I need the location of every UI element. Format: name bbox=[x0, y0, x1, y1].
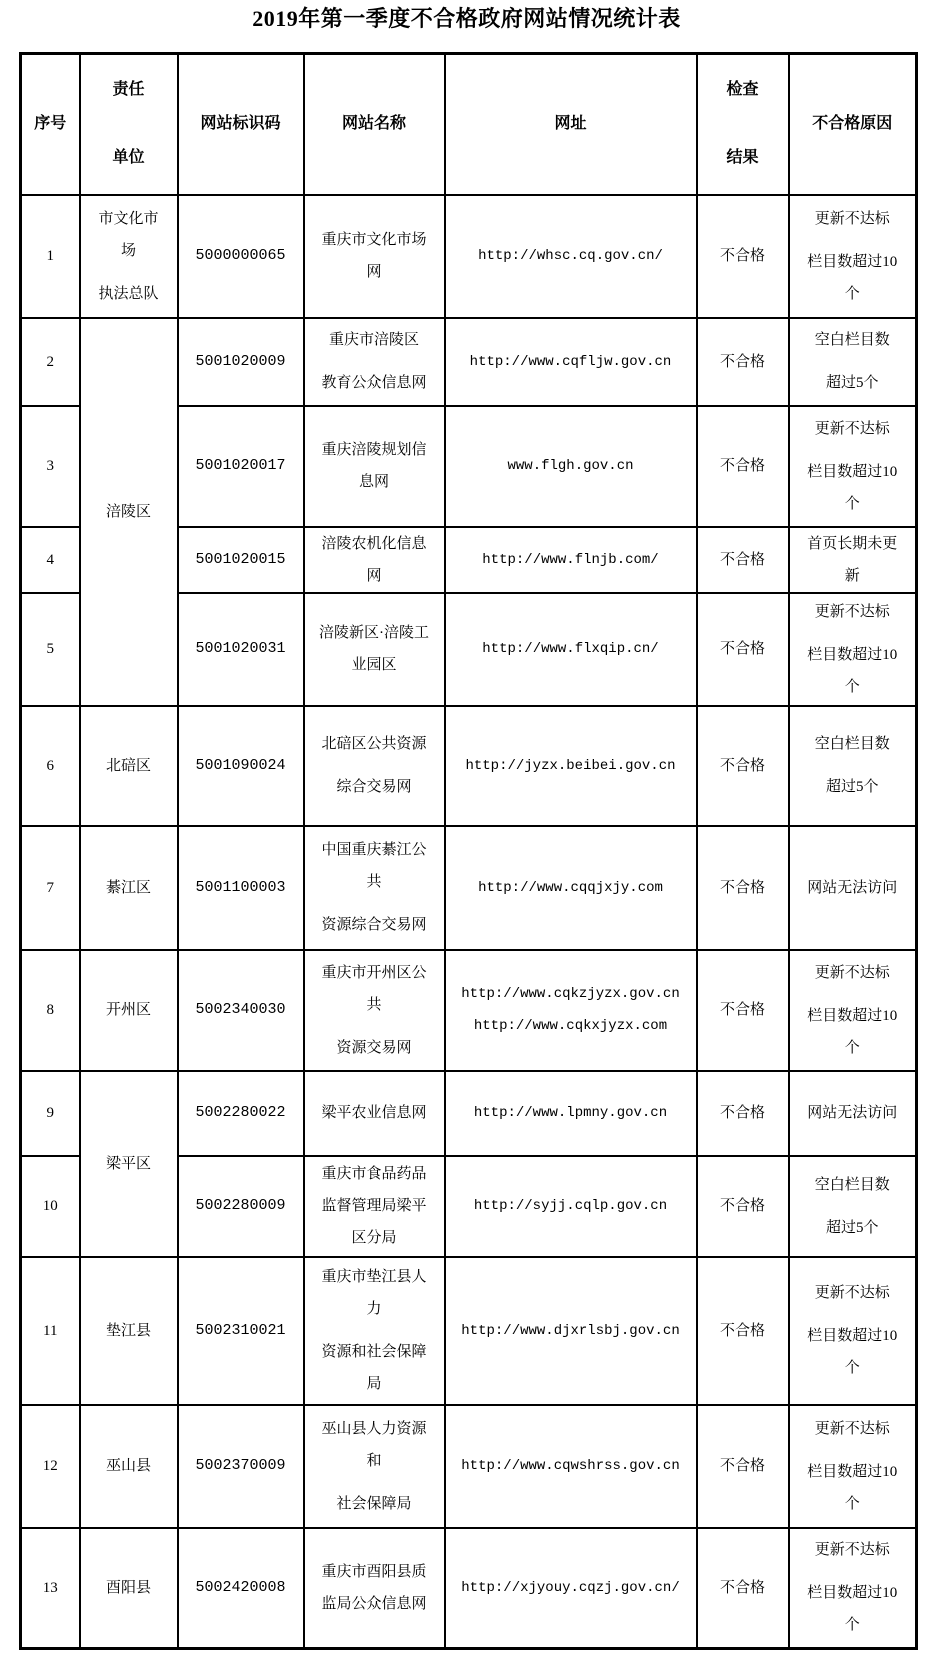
cell-reason bbox=[789, 1156, 917, 1257]
text-line: 网站无法访问 bbox=[807, 879, 898, 896]
cell-result bbox=[697, 1405, 789, 1528]
text-line: 综合交易网 bbox=[336, 779, 412, 795]
text-line: http://whsc.cq.gov.cn/ bbox=[478, 248, 663, 264]
col-header-serial bbox=[21, 54, 80, 195]
cell-name bbox=[304, 826, 445, 950]
cell-name bbox=[304, 1156, 445, 1257]
text-line: 更新不达标 bbox=[814, 210, 890, 227]
cell-serial bbox=[21, 1528, 80, 1649]
table-body bbox=[21, 195, 917, 1649]
cell-reason bbox=[789, 1405, 917, 1528]
text-line: 5001090024 bbox=[195, 756, 286, 774]
text-line: 更新不达标 bbox=[814, 1420, 890, 1437]
cell-reason bbox=[789, 706, 917, 826]
cell-result bbox=[697, 706, 789, 826]
cell-code bbox=[178, 1071, 304, 1156]
text-line: 序号 bbox=[34, 115, 67, 133]
cell-name bbox=[304, 1528, 445, 1649]
text-line: 重庆市食品药品监督管理局梁平区分局 bbox=[321, 1166, 427, 1246]
text-line: 教育公众信息网 bbox=[321, 375, 427, 391]
cell-serial bbox=[21, 195, 80, 318]
cell-result bbox=[697, 950, 789, 1071]
text-line: 空白栏目数 bbox=[814, 332, 890, 348]
cell-serial bbox=[21, 1156, 80, 1257]
cell-result bbox=[697, 527, 789, 593]
cell-unit bbox=[80, 1528, 178, 1649]
cell-unit bbox=[80, 706, 178, 826]
cell-reason bbox=[789, 593, 917, 706]
cell-result bbox=[697, 1071, 789, 1156]
text-line: 栏目数超过10个 bbox=[807, 646, 898, 695]
text-line: 更新不达标 bbox=[814, 1542, 890, 1559]
text-line: 綦江区 bbox=[105, 879, 151, 896]
text-line: 栏目数超过10个 bbox=[807, 1007, 898, 1056]
text-line: http://www.djxrlsbj.gov.cn bbox=[461, 1322, 680, 1339]
text-line: 结果 bbox=[726, 149, 759, 167]
text-line: 不合格 bbox=[719, 353, 765, 370]
text-line: 北碚区公共资源 bbox=[321, 736, 427, 752]
cell-name bbox=[304, 593, 445, 706]
cell-reason bbox=[789, 826, 917, 950]
cell-reason bbox=[789, 1528, 917, 1649]
text-line: 网站标识码 bbox=[200, 115, 281, 133]
text-line: 巫山县人力资源和 bbox=[321, 1420, 427, 1469]
text-line: 社会保障局 bbox=[336, 1495, 412, 1512]
text-line: 不合格 bbox=[719, 248, 765, 264]
text-line: http://www.lpmny.gov.cn bbox=[473, 1105, 668, 1121]
cell-code bbox=[178, 1156, 304, 1257]
text-line: 5002420008 bbox=[195, 1578, 286, 1596]
cell-result bbox=[697, 1257, 789, 1405]
cell-serial bbox=[21, 1071, 80, 1156]
col-header-site-name bbox=[304, 54, 445, 195]
text-line: 超过5个 bbox=[825, 1219, 879, 1236]
cell-name bbox=[304, 706, 445, 826]
text-line: 中国重庆綦江公共 bbox=[321, 842, 427, 890]
text-line: 不合格 bbox=[719, 1002, 765, 1018]
cell-code bbox=[178, 527, 304, 593]
text-line: 重庆市涪陵区 bbox=[328, 332, 419, 348]
cell-result bbox=[697, 1528, 789, 1649]
cell-code bbox=[178, 1257, 304, 1405]
text-line: 栏目数超过10个 bbox=[807, 253, 898, 302]
text-line: 首页长期未更新 bbox=[807, 535, 898, 584]
cell-result bbox=[697, 318, 789, 406]
cell-unit bbox=[80, 1071, 178, 1257]
text-line: 12 bbox=[42, 1458, 58, 1474]
text-line: 涪陵农机化信息网 bbox=[321, 535, 427, 584]
table-row bbox=[21, 318, 917, 406]
col-header-fail-reason bbox=[789, 54, 917, 195]
cell-url bbox=[445, 1071, 697, 1156]
text-line: 更新不达标 bbox=[814, 964, 890, 981]
text-line: 5001020017 bbox=[195, 457, 286, 474]
cell-serial bbox=[21, 318, 80, 406]
text-line: www.flgh.gov.cn bbox=[507, 458, 634, 474]
cell-url bbox=[445, 593, 697, 706]
cell-serial bbox=[21, 826, 80, 950]
text-line: 超过5个 bbox=[825, 375, 879, 391]
cell-name bbox=[304, 195, 445, 318]
cell-code bbox=[178, 706, 304, 826]
cell-url bbox=[445, 1528, 697, 1649]
text-line: 5002310021 bbox=[195, 1321, 286, 1339]
text-line: 重庆市开州区公共 bbox=[321, 964, 427, 1013]
table-row bbox=[21, 195, 917, 318]
text-line: 市文化市场 bbox=[98, 210, 159, 259]
table-row bbox=[21, 1405, 917, 1528]
text-line: 不合格原因 bbox=[812, 115, 893, 133]
text-line: 不合格 bbox=[719, 757, 765, 774]
text-line: 5001020009 bbox=[195, 352, 286, 370]
text-line: 责任 bbox=[112, 81, 145, 99]
text-line: 2 bbox=[46, 353, 54, 370]
cell-result bbox=[697, 826, 789, 950]
text-line: 栏目数超过10个 bbox=[807, 1328, 898, 1376]
text-line: 不合格 bbox=[719, 1322, 765, 1339]
table-row bbox=[21, 1071, 917, 1156]
text-line: 5002280022 bbox=[195, 1104, 286, 1121]
text-line: 垫江县 bbox=[105, 1322, 151, 1339]
text-line: 8 bbox=[46, 1002, 54, 1018]
text-line: 13 bbox=[42, 1579, 58, 1596]
cell-url bbox=[445, 1257, 697, 1405]
cell-name bbox=[304, 1257, 445, 1405]
text-line: 北碚区 bbox=[105, 757, 151, 774]
text-line: 网站无法访问 bbox=[807, 1105, 898, 1121]
text-line: 重庆市酉阳县质监局公众信息网 bbox=[321, 1563, 427, 1612]
text-line: 5001020015 bbox=[195, 550, 286, 568]
text-line: 不合格 bbox=[719, 641, 765, 657]
cell-name bbox=[304, 950, 445, 1071]
text-line: http://www.cqkxjyzx.com bbox=[473, 1018, 668, 1034]
col-header-url bbox=[445, 54, 697, 195]
table-row bbox=[21, 950, 917, 1071]
cell-unit bbox=[80, 950, 178, 1071]
cell-reason bbox=[789, 195, 917, 318]
cell-serial bbox=[21, 527, 80, 593]
text-line: 涪陵区 bbox=[105, 503, 151, 520]
text-line: 1 bbox=[46, 248, 54, 264]
cell-unit bbox=[80, 826, 178, 950]
text-line: http://xjyouy.cqzj.gov.cn/ bbox=[461, 1579, 680, 1596]
text-line: 超过5个 bbox=[825, 779, 879, 795]
text-line: 不合格 bbox=[719, 1198, 765, 1214]
text-line: 5001100003 bbox=[195, 878, 286, 896]
cell-url bbox=[445, 950, 697, 1071]
cell-url bbox=[445, 318, 697, 406]
cell-reason bbox=[789, 527, 917, 593]
text-line: 5002370009 bbox=[195, 1457, 286, 1474]
text-line: 酉阳县 bbox=[105, 1579, 151, 1596]
text-line: 3 bbox=[46, 458, 54, 474]
text-line: 10 bbox=[42, 1198, 58, 1214]
text-line: 重庆市文化市场网 bbox=[321, 232, 427, 280]
table-head bbox=[21, 54, 917, 195]
text-line: http://www.flnjb.com/ bbox=[482, 551, 659, 568]
cell-code bbox=[178, 318, 304, 406]
cell-name bbox=[304, 406, 445, 527]
text-line: 不合格 bbox=[719, 551, 765, 568]
cell-reason bbox=[789, 406, 917, 527]
cell-code bbox=[178, 1405, 304, 1528]
text-line: 重庆市垫江县人力 bbox=[321, 1269, 427, 1317]
cell-code bbox=[178, 826, 304, 950]
text-line: 空白栏目数 bbox=[814, 1176, 890, 1193]
text-line: 更新不达标 bbox=[814, 1285, 890, 1301]
text-line: 网址 bbox=[554, 115, 587, 133]
text-line: 不合格 bbox=[719, 879, 765, 896]
cell-reason bbox=[789, 1257, 917, 1405]
cell-serial bbox=[21, 593, 80, 706]
text-line: 执法总队 bbox=[98, 285, 159, 302]
text-line: 资源交易网 bbox=[336, 1039, 412, 1056]
cell-unit bbox=[80, 1257, 178, 1405]
cell-url bbox=[445, 195, 697, 318]
text-line: http://www.flxqip.cn/ bbox=[482, 641, 659, 657]
text-line: 不合格 bbox=[719, 458, 765, 474]
text-line: 网站名称 bbox=[341, 115, 406, 133]
cell-reason bbox=[789, 950, 917, 1071]
text-line: 检查 bbox=[726, 81, 759, 99]
cell-name bbox=[304, 1405, 445, 1528]
cell-url bbox=[445, 706, 697, 826]
text-line: 更新不达标 bbox=[814, 603, 890, 620]
text-line: 梁平区 bbox=[105, 1155, 151, 1172]
cell-serial bbox=[21, 950, 80, 1071]
col-header-unit bbox=[80, 54, 178, 195]
text-line: 5 bbox=[46, 641, 54, 657]
cell-code bbox=[178, 593, 304, 706]
table-row bbox=[21, 826, 917, 950]
table-row bbox=[21, 706, 917, 826]
cell-result bbox=[697, 593, 789, 706]
cell-result bbox=[697, 406, 789, 527]
text-line: 不合格 bbox=[719, 1458, 765, 1474]
cell-url bbox=[445, 1405, 697, 1528]
text-line: 7 bbox=[46, 879, 54, 896]
cell-unit bbox=[80, 1405, 178, 1528]
text-line: 资源和社会保障局 bbox=[321, 1344, 427, 1392]
text-line: http://www.cqkzjyzx.gov.cn bbox=[461, 986, 680, 1002]
text-line: 不合格 bbox=[719, 1105, 765, 1121]
text-line: 栏目数超过10个 bbox=[807, 463, 898, 512]
cell-serial bbox=[21, 706, 80, 826]
cell-reason bbox=[789, 1071, 917, 1156]
text-line: 单位 bbox=[112, 149, 145, 167]
text-line: http://syjj.cqlp.gov.cn bbox=[473, 1198, 668, 1214]
col-header-check-result bbox=[697, 54, 789, 195]
cell-code bbox=[178, 950, 304, 1071]
text-line: 空白栏目数 bbox=[814, 736, 890, 752]
text-line: http://www.cqfljw.gov.cn bbox=[469, 353, 672, 370]
cell-url bbox=[445, 406, 697, 527]
cell-code bbox=[178, 406, 304, 527]
page-title: 2019年第一季度不合格政府网站情况统计表 bbox=[252, 6, 681, 31]
website-report-table bbox=[19, 52, 918, 1650]
text-line: http://www.cqwshrss.gov.cn bbox=[461, 1458, 680, 1474]
col-header-site-code bbox=[178, 54, 304, 195]
text-line: 栏目数超过10个 bbox=[807, 1585, 898, 1634]
text-line: 巫山县 bbox=[105, 1458, 151, 1474]
cell-result bbox=[697, 1156, 789, 1257]
text-line: 开州区 bbox=[105, 1002, 151, 1018]
cell-code bbox=[178, 195, 304, 318]
text-line: 5000000065 bbox=[195, 247, 286, 264]
text-line: 5001020031 bbox=[195, 640, 286, 657]
table-row bbox=[21, 1257, 917, 1405]
text-line: 4 bbox=[46, 551, 54, 568]
text-line: 更新不达标 bbox=[814, 420, 890, 437]
cell-serial bbox=[21, 1405, 80, 1528]
cell-name bbox=[304, 318, 445, 406]
cell-url bbox=[445, 826, 697, 950]
table-row bbox=[21, 1528, 917, 1649]
text-line: 不合格 bbox=[719, 1579, 765, 1596]
header-row bbox=[21, 54, 917, 195]
text-line: 涪陵新区·涪陵工业园区 bbox=[319, 625, 429, 673]
cell-unit bbox=[80, 318, 178, 706]
text-line: http://jyzx.beibei.gov.cn bbox=[465, 757, 676, 774]
cell-serial bbox=[21, 1257, 80, 1405]
cell-result bbox=[697, 195, 789, 318]
cell-unit bbox=[80, 195, 178, 318]
cell-reason bbox=[789, 318, 917, 406]
text-line: 6 bbox=[46, 757, 54, 774]
text-line: 梁平农业信息网 bbox=[321, 1105, 427, 1121]
text-line: 栏目数超过10个 bbox=[807, 1463, 898, 1512]
cell-url bbox=[445, 527, 697, 593]
cell-name bbox=[304, 1071, 445, 1156]
text-line: 5002280009 bbox=[195, 1197, 286, 1214]
cell-url bbox=[445, 1156, 697, 1257]
cell-name bbox=[304, 527, 445, 593]
text-line: 11 bbox=[43, 1322, 58, 1339]
text-line: 资源综合交易网 bbox=[321, 917, 427, 933]
cell-serial bbox=[21, 406, 80, 527]
text-line: 5002340030 bbox=[195, 1001, 286, 1018]
text-line: 9 bbox=[46, 1105, 54, 1121]
text-line: http://www.cqqjxjy.com bbox=[478, 879, 663, 896]
text-line: 重庆涪陵规划信息网 bbox=[321, 442, 427, 490]
cell-code bbox=[178, 1528, 304, 1649]
